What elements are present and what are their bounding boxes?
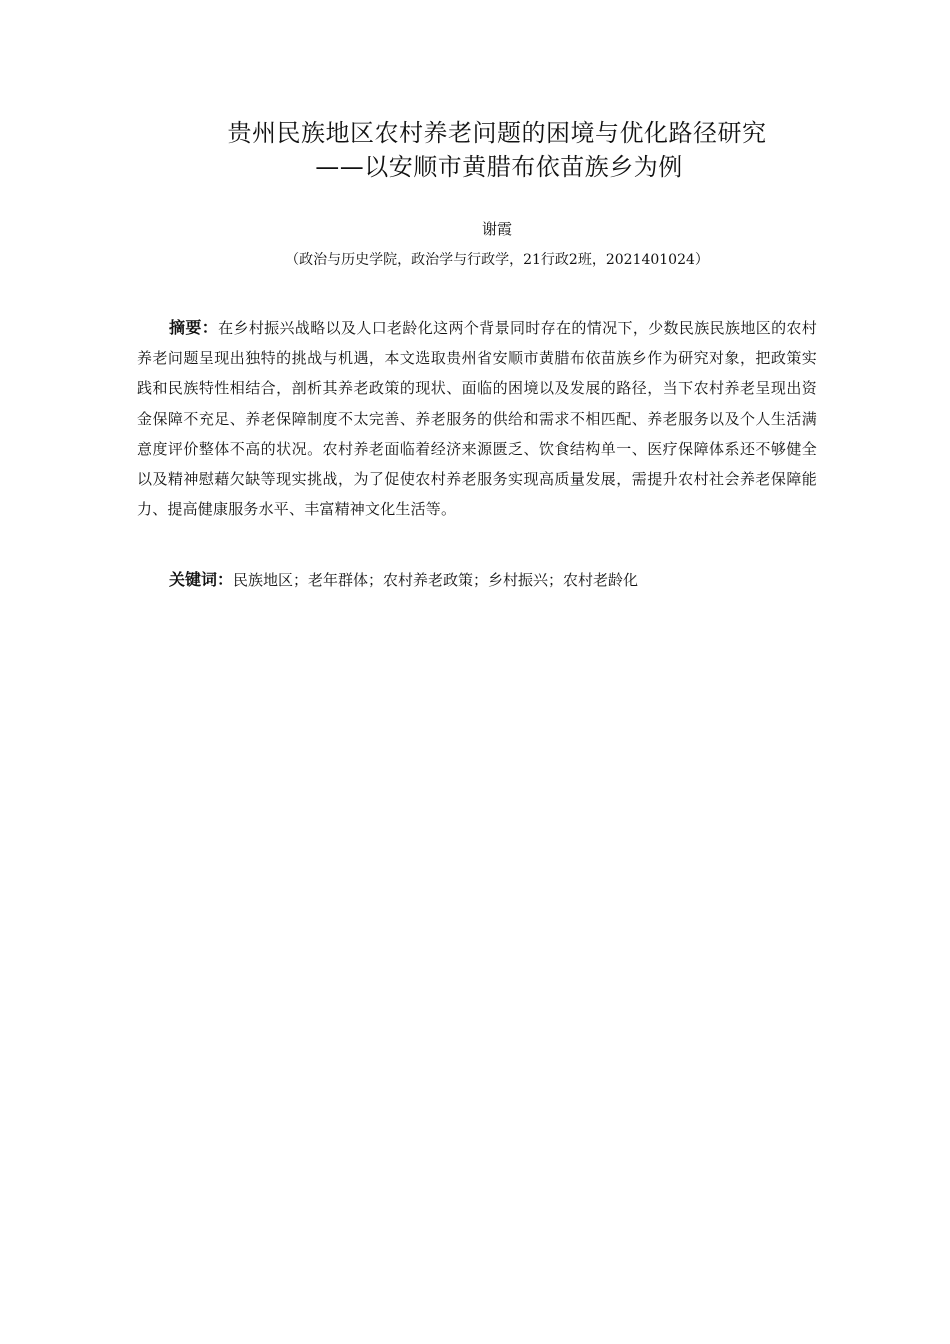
abstract-text: 在乡村振兴战略以及人口老龄化这两个背景同时存在的情况下，少数民族民族地区的农村养老问题呈现出独特的挑战与机遇，本文选取贵州省安顺市黄腊布依苗族乡作为研究对象，把政策实践和民族特性相结合，剖析其养老政策的现状、面临的困境以及发展的路径，当下农村养老呈现出资金保障不充足、养老保障制度不太完善、养老服务的供给和需求不相匹配、养老服务以及个人生活满意度评价整体不高的状况。农村养老面临着经济来源匮乏、饮食结构单一、医疗保障体系还不够健全以及精神慰藉欠缺等现实挑战，为了促使农村养老服务实现高质量发展，需提升农村社会养老保障能力、提高健康服务水平、丰富精神文化生活等。: [137, 319, 817, 519]
abstract-label: 摘要：: [169, 318, 219, 337]
keywords-label: 关键词：: [169, 570, 234, 589]
abstract-paragraph: [137, 313, 817, 524]
author-name: 谢霞: [481, 220, 512, 238]
keywords-line: [169, 566, 809, 594]
keywords-text: 民族地区；老年群体；农村养老政策；乡村振兴；农村老龄化: [233, 571, 639, 589]
author-affiliation: （政治与历史学院，政治学与行政学，21行政2班，2021401024）: [285, 252, 709, 268]
paper-subtitle: ——以安顺市黄腊布依苗族乡为例: [315, 153, 683, 181]
paper-title: 贵州民族地区农村养老问题的困境与优化路径研究: [227, 119, 767, 147]
